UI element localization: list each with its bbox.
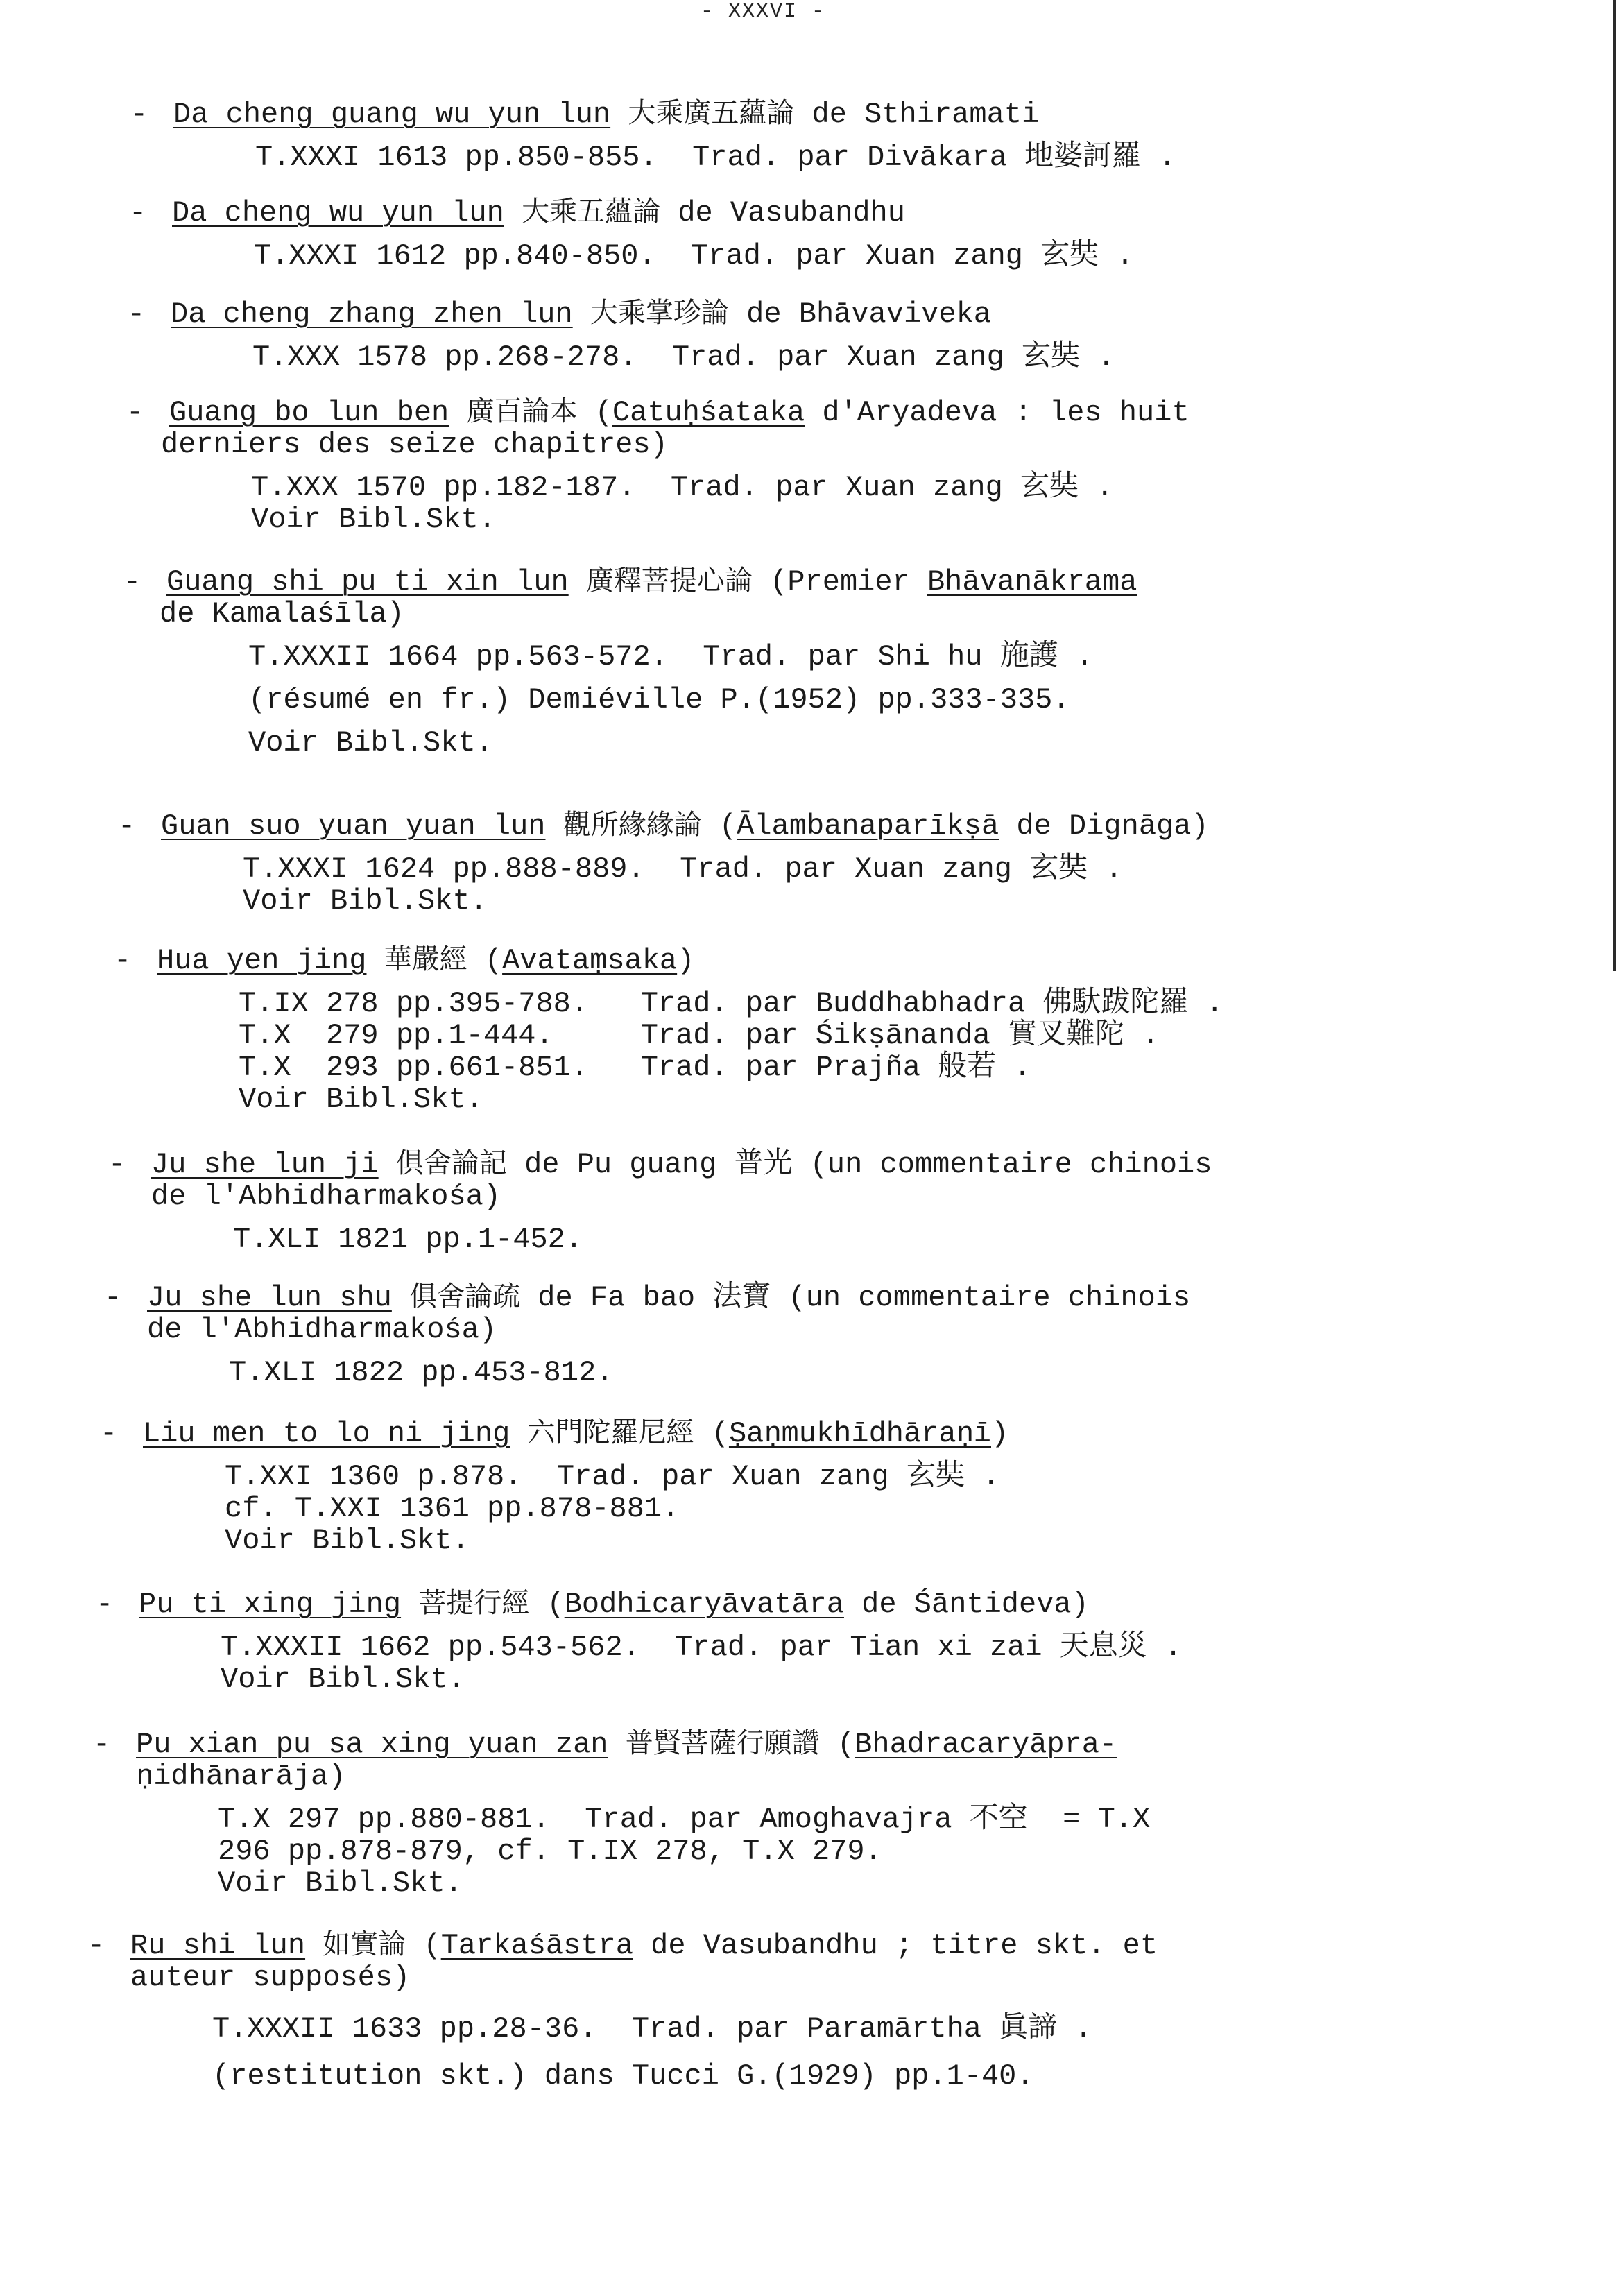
- entry-title: Pu ti xing jing: [139, 1588, 402, 1621]
- entry-title: Da cheng wu yun lun: [172, 196, 504, 230]
- entry-chinese-title: 六門陀羅尼經: [527, 1416, 694, 1448]
- entry-description: ): [677, 944, 695, 977]
- entry-description-continued: ṇidhānarāja): [136, 1760, 346, 1793]
- entry-title: Ju she lun ji: [151, 1148, 379, 1181]
- entry-reference: Voir Bibl.Skt.: [251, 503, 496, 536]
- entry-description: de Pu guang 普光 (un commentaire chinois: [506, 1148, 1212, 1181]
- entry-title: Ju she lun shu: [147, 1281, 392, 1314]
- entry-reference: T.XXXII 1633 pp.28-36. Trad. par Paramārtha 眞諦 .: [212, 2012, 1092, 2046]
- entry-title: Guang shi pu ti xin lun: [166, 565, 569, 599]
- entry-description: de Vasubandhu: [660, 196, 905, 230]
- entry-description: de Fa bao 法寶 (un commentaire chinois: [520, 1281, 1191, 1314]
- entry-chinese-title: 普賢菩薩行願讚: [625, 1727, 820, 1759]
- entry-title: Ru shi lun: [130, 1929, 306, 1962]
- entry-description: ): [991, 1417, 1009, 1450]
- entry-reference: Voir Bibl.Skt.: [239, 1083, 483, 1116]
- bibliography-entry: - Da cheng zhang zhen lun 大乘掌珍論 de Bhāvaviveka T.XXX 1578 pp.268-278. Trad. par Xuan zang 玄奘 .: [128, 297, 1115, 374]
- entry-reference: 296 pp.878-879, cf. T.IX 278, T.X 279.: [218, 1835, 882, 1868]
- bibliography-entry: - Ru shi lun 如實論 (Tarkaśāstra de Vasubandhu ; titre skt. et auteur supposés) T.XXXII 1633 pp.28-36. Trad. par Paramārtha 眞諦 . (restitution skt.) dans Tucci G.(1929) pp.1-40.: [87, 1928, 1158, 2093]
- page-header: - XXXVI -: [701, 0, 826, 24]
- entry-sanskrit-title: Ālambanaparīkṣā: [737, 809, 999, 843]
- entry-sanskrit-title: Bodhicaryāvatāra: [564, 1588, 844, 1621]
- entry-reference: T.X 293 pp.661-851. Trad. par Prajña 般若 .: [239, 1051, 1031, 1084]
- entry-chinese-title: 大乘掌珍論: [590, 297, 729, 329]
- entry-sanskrit-title: Tarkaśāstra: [440, 1929, 633, 1962]
- entry-description-continued: auteur supposés): [130, 1961, 411, 1994]
- entry-reference: T.XXX 1578 pp.268-278. Trad. par Xuan zang 玄奘 .: [252, 341, 1115, 374]
- entry-reference: (restitution skt.) dans Tucci G.(1929) pp.1-40.: [212, 2059, 1034, 2093]
- entry-reference: Voir Bibl.Skt.: [218, 1867, 463, 1900]
- bibliography-entry: - Pu xian pu sa xing yuan zan 普賢菩薩行願讚 (Bhadracaryāpra- ṇidhānarāja) T.X 297 pp.880-881. Trad. par Amoghavajra 不空 = T.X 296 pp.878-879, cf. T.IX 278, T.X 279. Voir Bibl.Skt.: [93, 1727, 1151, 1900]
- entry-reference: Voir Bibl.Skt.: [225, 1524, 470, 1557]
- entry-description: de Dignāga): [999, 809, 1209, 843]
- entry-reference: T.XLI 1822 pp.453-812.: [229, 1356, 614, 1389]
- entry-reference: T.XXX 1570 pp.182-187. Trad. par Xuan zang 玄奘 .: [251, 471, 1114, 504]
- bibliography-entry: - Ju she lun shu 俱舍論疏 de Fa bao 法寶 (un commentaire chinois de l'Abhidharmakośa) T.XLI 1822 pp.453-812.: [104, 1280, 1191, 1389]
- entry-title: Guan suo yuan yuan lun: [161, 809, 546, 843]
- entry-reference: T.XLI 1821 pp.1-452.: [233, 1223, 583, 1256]
- entry-reference: T.X 279 pp.1-444. Trad. par Śikṣānanda 實叉難陀 .: [239, 1019, 1160, 1052]
- entry-sanskrit-title: Avataṃsaka: [502, 944, 678, 977]
- bibliography-entry: - Pu ti xing jing 菩提行經 (Bodhicaryāvatāra de Śāntideva) T.XXXII 1662 pp.543-562. Trad. par Tian xi zai 天息災 . Voir Bibl.Skt.: [96, 1587, 1183, 1696]
- entry-chinese-title: 華嚴經: [384, 943, 467, 975]
- entry-title: Guang bo lun ben: [169, 396, 449, 429]
- entry-chinese-title: 如實論: [323, 1928, 406, 1960]
- entry-reference: T.XXI 1360 p.878. Trad. par Xuan zang 玄奘 .: [225, 1460, 1000, 1493]
- entry-title: Liu men to lo ni jing: [143, 1417, 510, 1450]
- entry-reference: T.X 297 pp.880-881. Trad. par Amoghavajra 不空 = T.X: [218, 1803, 1151, 1836]
- entry-chinese-title: 菩提行經: [418, 1587, 530, 1619]
- bibliography-entry: - Guang shi pu ti xin lun 廣釋菩提心論 (Premier Bhāvanākrama de Kamalaśīla) T.XXXII 1664 pp.563-572. Trad. par Shi hu 施護 . (résumé en fr.) Demiéville P.(1952) pp.333-335. Voir Bibl.Skt.: [123, 565, 1137, 760]
- entry-reference: T.IX 278 pp.395-788. Trad. par Buddhabhadra 佛馱跋陀羅 .: [239, 987, 1223, 1020]
- bibliography-entry: - Liu men to lo ni jing 六門陀羅尼經 (Ṣaṇmukhīdhāraṇī) T.XXI 1360 p.878. Trad. par Xuan zang 玄奘 . cf. T.XXI 1361 pp.878-881. Voir Bibl.Skt.: [100, 1416, 1009, 1557]
- entry-reference: T.XXXII 1664 pp.563-572. Trad. par Shi hu 施護 .: [248, 640, 1094, 674]
- entry-chinese-title: 廣百論本: [466, 395, 578, 427]
- entry-sanskrit-title: Bhāvanākrama: [927, 565, 1137, 599]
- bibliography-entry: - Hua yen jing 華嚴經 (Avataṃsaka) T.IX 278 pp.395-788. Trad. par Buddhabhadra 佛馱跋陀羅 . T.X 279 pp.1-444. Trad. par Śikṣānanda 實叉難陀 . T.X 293 pp.661-851. Trad. par Prajña 般若 . Voir Bibl.Skt.: [114, 943, 1223, 1116]
- entry-title: Hua yen jing: [157, 944, 367, 977]
- entry-reference: T.XXXI 1612 pp.840-850. Trad. par Xuan zang 玄奘 .: [254, 239, 1134, 273]
- bibliography-entry: - Guan suo yuan yuan lun 觀所緣緣論 (Ālambanaparīkṣā de Dignāga) T.XXXI 1624 pp.888-889. Trad. par Xuan zang 玄奘 . Voir Bibl.Skt.: [118, 809, 1209, 918]
- entry-title: Da cheng zhang zhen lun: [171, 298, 573, 331]
- bibliography-entry: - Da cheng guang wu yun lun 大乘廣五蘊論 de Sthiramati T.XXXI 1613 pp.850-855. Trad. par Divākara 地婆訶羅 .: [130, 97, 1176, 174]
- entry-chinese-title: 俱舍論疏: [409, 1280, 521, 1312]
- entry-chinese-title: 大乘廣五蘊論: [628, 97, 795, 129]
- entry-description: de Sthiramati: [794, 98, 1040, 131]
- binding-edge: [1613, 0, 1616, 971]
- entry-description-continued: de l'Abhidharmakośa): [147, 1313, 497, 1346]
- entry-reference: T.XXXI 1613 pp.850-855. Trad. par Divākara 地婆訶羅 .: [255, 141, 1176, 174]
- entry-title: Da cheng guang wu yun lun: [173, 98, 611, 131]
- entry-sanskrit-title: Bhadracaryāpra-: [855, 1728, 1117, 1761]
- entry-sanskrit-title: Ṣaṇmukhīdhāraṇī: [728, 1417, 991, 1450]
- entry-chinese-title: 俱舍論記: [395, 1147, 507, 1179]
- entry-reference: Voir Bibl.Skt.: [248, 726, 493, 760]
- bibliography-entry: - Da cheng wu yun lun 大乘五蘊論 de Vasubandhu T.XXXI 1612 pp.840-850. Trad. par Xuan zang 玄奘 .: [129, 196, 1134, 273]
- entry-reference: (résumé en fr.) Demiéville P.(1952) pp.333-335.: [248, 683, 1070, 717]
- entry-reference: cf. T.XXI 1361 pp.878-881.: [225, 1492, 680, 1525]
- entry-chinese-title: 廣釋菩提心論: [585, 565, 753, 597]
- entry-description: d'Aryadeva : les huit: [805, 396, 1190, 429]
- entry-reference: Voir Bibl.Skt.: [221, 1663, 465, 1696]
- entry-sanskrit-title: Catuḥśataka: [612, 396, 805, 429]
- entry-reference: T.XXXII 1662 pp.543-562. Trad. par Tian xi zai 天息災 .: [221, 1631, 1183, 1664]
- entry-reference: T.XXXI 1624 pp.888-889. Trad. par Xuan zang 玄奘 .: [243, 853, 1123, 886]
- entry-description: de Bhāvaviveka: [728, 298, 991, 331]
- bibliography-entry: - Ju she lun ji 俱舍論記 de Pu guang 普光 (un commentaire chinois de l'Abhidharmakośa) T.XLI 1821 pp.1-452.: [108, 1147, 1212, 1256]
- entry-description: de Vasubandhu ; titre skt. et: [633, 1929, 1158, 1962]
- entry-description-continued: de Kamalaśīla): [160, 597, 404, 631]
- entry-reference: Voir Bibl.Skt.: [243, 884, 488, 918]
- entry-description: de Śāntideva): [843, 1588, 1089, 1621]
- entry-description-continued: de l'Abhidharmakośa): [151, 1180, 501, 1213]
- bibliography-entry: - Guang bo lun ben 廣百論本 (Catuḥśataka d'Aryadeva : les huit derniers des seize chapitres) T.XXX 1570 pp.182-187. Trad. par Xuan zang 玄奘 . Voir Bibl.Skt.: [126, 395, 1190, 536]
- entry-title: Pu xian pu sa xing yuan zan: [136, 1728, 608, 1761]
- entry-chinese-title: 觀所緣緣論: [563, 809, 702, 841]
- entry-chinese-title: 大乘五蘊論: [522, 196, 661, 228]
- entry-description-continued: derniers des seize chapitres): [161, 428, 668, 461]
